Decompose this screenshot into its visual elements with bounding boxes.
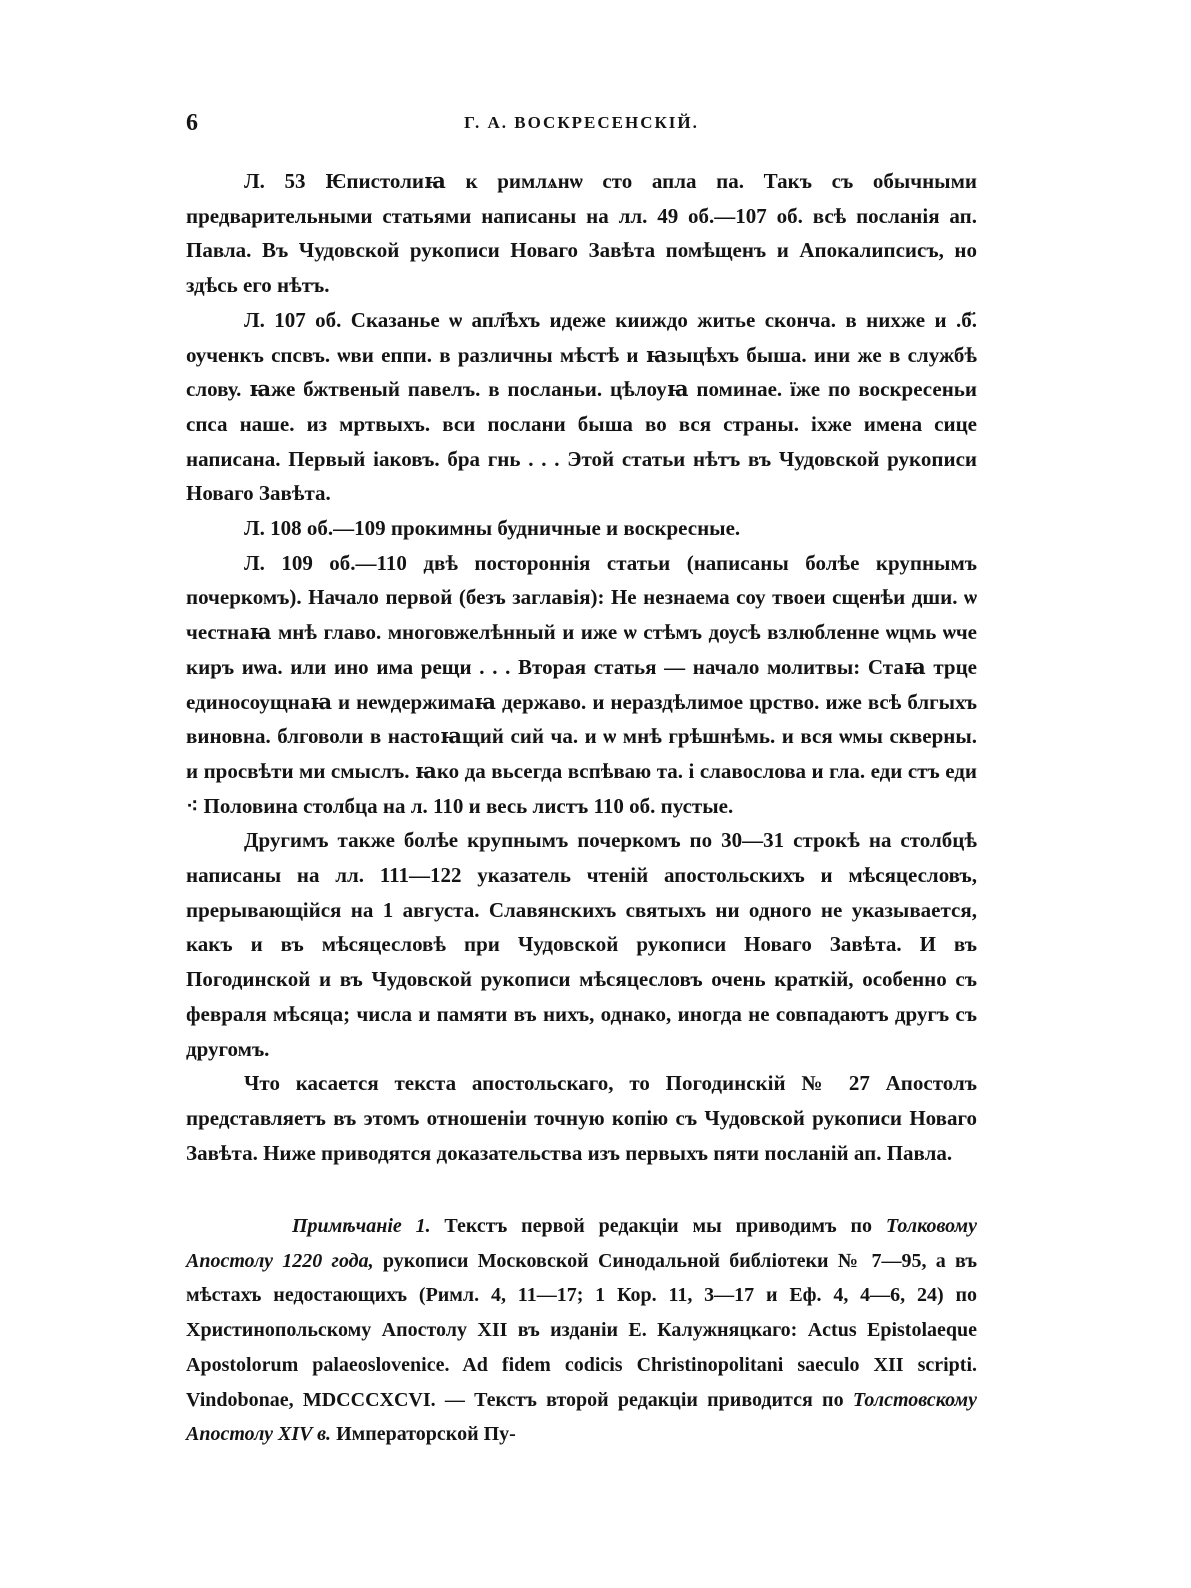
- footnote-segment-2: рукописи Московской Синодальной библіотеки № 7—95, а въ мѣстахъ недостающихъ (Римл. 4, 11—17; 1 Кор. 11, 3—17 и Еф. 4, 4—6, 24) по Христинопольскому Апостолу XII въ изданіи Е. Калужняцкаго: Actus Epistolaeque Apostolorum palaeoslovenice. Ad fidem codicis Christinopolitani saeculo XII scripti. Vindobonae, MDCCCXCVI. — Текстъ второй редакціи приводится по: [186, 1249, 977, 1411]
- body-text: [186, 164, 977, 1170]
- paragraph-5: Другимъ также болѣе крупнымъ почеркомъ по 30—31 строкѣ на столбцѣ написаны на лл. 111—122 указатель чтеній апостольскихъ и мѣсяцесловъ, прерывающійся на 1 августа. Славянскихъ святыхъ ни одного не указывается, какъ и въ мѣсяцесловѣ при Чудовской рукописи Новаго Завѣта. И въ Погодинской и въ Чудовской рукописи мѣсяцесловъ очень краткій, особенно съ февраля мѣсяца; числа и памяти въ нихъ, однако, иногда не совпадаютъ другъ съ другомъ.: [186, 828, 977, 1061]
- page-header: [186, 110, 977, 150]
- footnote-label: Примѣчаніе 1.: [292, 1215, 431, 1237]
- paragraph-2: Л. 107 об. Сказанье ѡ апл҃ѣхъ идеже кииждо житье сконча. в нихже и .б҃. оученкъ спсвъ. ѡви еппи. в различны мѣстѣ и ꙗзыцѣхъ быша. ини же в службѣ слову. ꙗже бжтвеный павелъ. в посланьи. цѣлоуꙗ поминае. їже по воскресеньи спса наше. из мртвыхъ. вси послани быша во вся страны. іхже имена сице написана. Первый іаковъ. бра гнь . . . Этой статьи нѣтъ въ Чудовской рукописи Новаго Завѣта.: [186, 307, 977, 506]
- footnote-source-1: Толковому Апостолу 1220 года,: [186, 1215, 977, 1272]
- footnote-source-2: Толстовскому Апостолу XIV в.: [186, 1388, 977, 1446]
- paragraph-1: Л. 53 Ѥпистолиꙗ к римлѧнѡ сто апла па. Такъ съ обычными предварительными статьями написаны на лл. 49 об.—107 об. всѣ посланія ап. Павла. Въ Чудовской рукописи Новаго Завѣта помѣщенъ и Апокалипсисъ, но здѣсь его нѣтъ.: [186, 169, 977, 298]
- page: [186, 0, 977, 1588]
- footnote-segment-3: Императорской Пу-: [331, 1423, 516, 1446]
- footnote-text: [186, 1209, 977, 1452]
- paragraph-6: Что касается текста апостольскаго, то Погодинскій № 27 Апостолъ представляетъ въ этомъ отношеніи точную копію съ Чудовской рукописи Новаго Завѣта. Ниже приводятся доказательства изъ первыхъ пяти посланій ап. Павла.: [186, 1071, 977, 1165]
- paragraph-3: Л. 108 об.—109 прокимны будничные и воскресные.: [244, 516, 741, 541]
- page-number: 6: [186, 110, 198, 136]
- paragraph-4: Л. 109 об.—110 двѣ постороннія статьи (написаны болѣе крупнымъ почеркомъ). Начало первой (безъ заглавія): Не незнаема соу твоеи сщенѣи дши. ѡ честнаꙗ мнѣ главо. многовжелѣнный и иже ѡ стѣмъ доусѣ взлюбленне ѡцмь ѡче киръ иѡа. или ино има рещи . . . Вторая статья — начало молитвы: Стаꙗ трце единосоущнаꙗ и неѡдержимаꙗ державо. и нераздѣлимое црство. иже всѣ блгыхъ виновна. блговоли в настоꙗщий сий ча. и ѡ мнѣ грѣшнѣмь. и вся ѡмы скверны. и просвѣти ми смыслъ. ꙗко да вьсегда вспѣваю та. і славослова и гла. еди стъ еди ⁖ Половина столбца на л. 110 и весь листъ 110 об. пустые.: [186, 550, 977, 818]
- footnote: [186, 1209, 977, 1452]
- footnote-segment-1: Текстъ первой редакціи мы приводимъ по: [430, 1215, 886, 1237]
- running-title: Г. А. ВОСКРЕСЕНСКІЙ.: [464, 113, 699, 132]
